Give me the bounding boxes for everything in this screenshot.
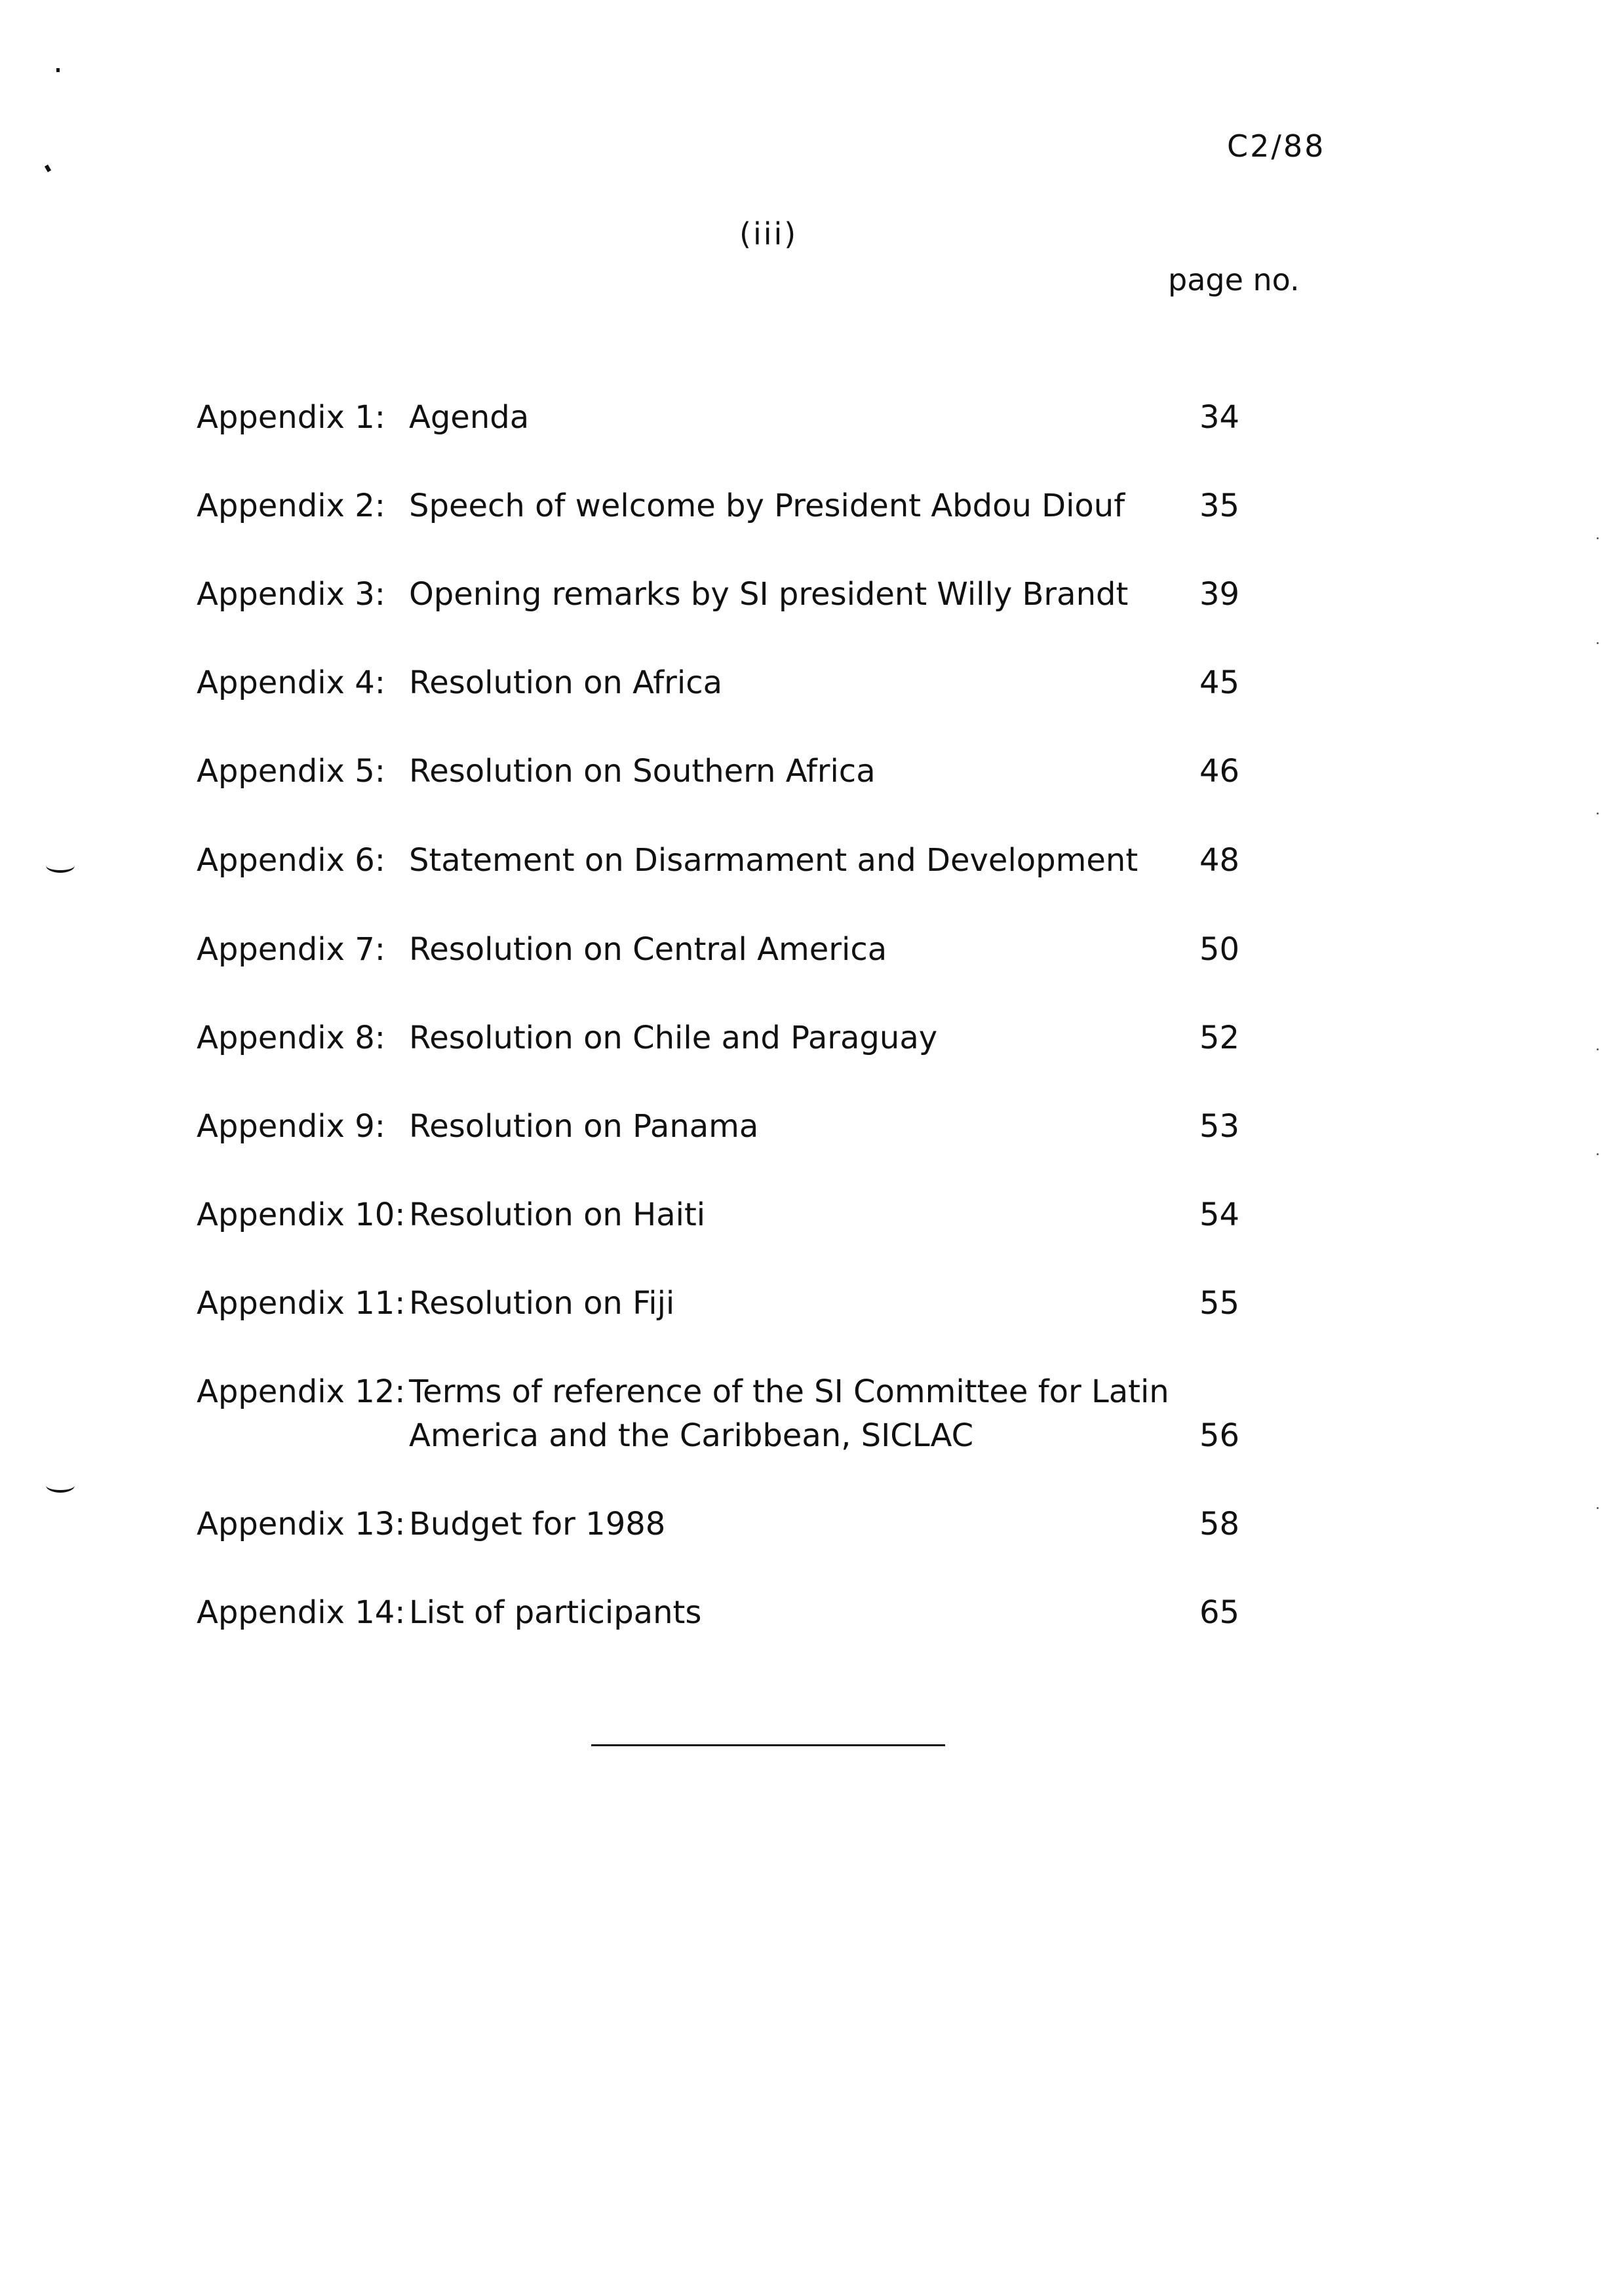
toc-entry-title: Speech of welcome by President Abdou Diouf <box>409 488 1125 524</box>
scan-speck <box>45 164 51 172</box>
toc-entry-page: 46 <box>1199 753 1240 790</box>
toc-entry-page: 52 <box>1199 1020 1240 1056</box>
toc-entry-title: Resolution on Panama <box>409 1108 759 1145</box>
toc-entry-page: 50 <box>1199 931 1240 968</box>
toc-entry-label: Appendix 5: <box>197 753 385 790</box>
toc-entry-title: Resolution on Fiji <box>409 1285 675 1322</box>
scan-speck <box>1597 642 1599 644</box>
scan-speck <box>1597 1507 1599 1509</box>
toc-entry-label: Appendix 7: <box>197 931 385 968</box>
toc-entry-title: Resolution on Southern Africa <box>409 753 876 790</box>
scan-mark <box>46 1478 75 1493</box>
toc-entry-title: Budget for 1988 <box>409 1506 666 1542</box>
toc-entry-title: Terms of reference of the SI Committee for Latin America and the Caribbean, SICLAC <box>409 1373 1169 1454</box>
toc-entry-page: 35 <box>1199 488 1240 524</box>
page-number-column-heading: page no. <box>1168 262 1300 297</box>
toc-entry-label: Appendix 8: <box>197 1020 385 1056</box>
toc-entry-title: Resolution on Chile and Paraguay <box>409 1020 938 1056</box>
toc-entry-title: Resolution on Haiti <box>409 1196 706 1233</box>
toc-entry-page: 55 <box>1199 1285 1240 1322</box>
toc-entry-page: 39 <box>1199 576 1240 613</box>
toc-entry-label: Appendix 1: <box>197 399 385 436</box>
toc-entry-page: 48 <box>1199 842 1240 879</box>
scan-speck <box>1597 813 1599 814</box>
toc-entry-page: 58 <box>1199 1506 1240 1542</box>
toc-entry-page: 65 <box>1199 1594 1240 1631</box>
toc-entry-label: Appendix 4: <box>197 664 385 701</box>
toc-entry-label: Appendix 10: <box>197 1196 406 1233</box>
toc-entry-label: Appendix 3: <box>197 576 385 613</box>
end-divider <box>591 1744 945 1746</box>
toc-entry-label: Appendix 12: <box>197 1373 406 1410</box>
toc-entry-title: Resolution on Africa <box>409 664 723 701</box>
document-reference: C2/88 <box>1227 128 1326 164</box>
toc-entry-title: List of participants <box>409 1594 702 1631</box>
toc-entry-page: 54 <box>1199 1196 1240 1233</box>
toc-entry-title: Opening remarks by SI president Willy Brandt <box>409 576 1129 613</box>
scan-speck <box>56 68 60 72</box>
toc-entry-page: 45 <box>1199 664 1240 701</box>
page-number: (iii) <box>739 216 798 252</box>
toc-entry-label: Appendix 6: <box>197 842 385 879</box>
scan-speck <box>1597 537 1599 539</box>
toc-entry-label: Appendix 9: <box>197 1108 385 1145</box>
toc-entry-label: Appendix 14: <box>197 1594 406 1631</box>
toc-entry-title: Resolution on Central America <box>409 931 887 968</box>
toc-entry-page: 56 <box>1199 1417 1240 1454</box>
toc-entry-title: Agenda <box>409 399 530 436</box>
scan-speck <box>1597 1048 1599 1050</box>
toc-entry-page: 53 <box>1199 1108 1240 1145</box>
scan-mark <box>46 858 75 873</box>
toc-entry-label: Appendix 11: <box>197 1285 406 1322</box>
toc-entry-page: 34 <box>1199 399 1240 436</box>
toc-entry-label: Appendix 2: <box>197 488 385 524</box>
toc-entry-label: Appendix 13: <box>197 1506 406 1542</box>
scan-speck <box>1597 1153 1599 1155</box>
toc-entry-title: Statement on Disarmament and Development <box>409 842 1138 879</box>
